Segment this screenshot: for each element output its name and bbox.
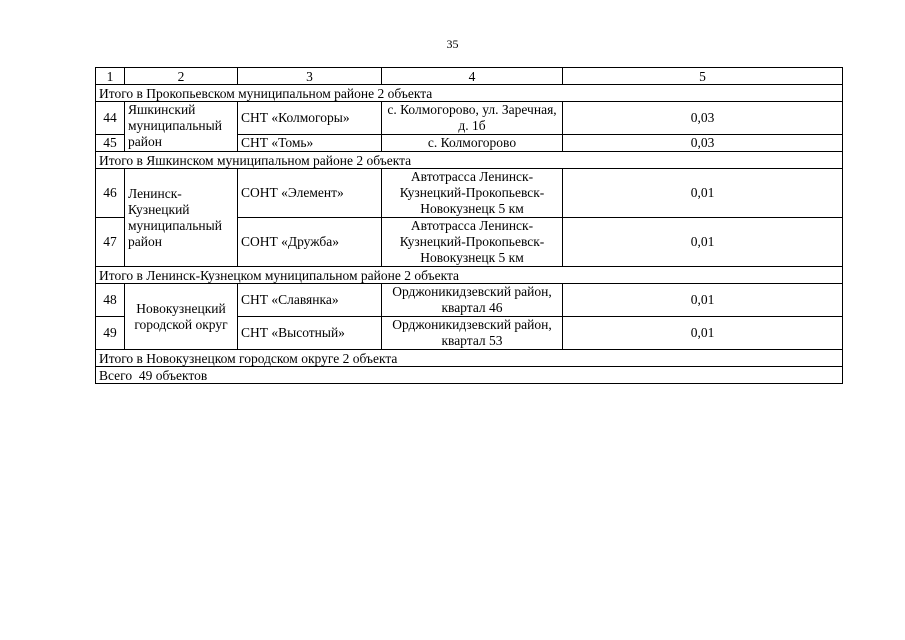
district-cell: Ленинск-Кузнецкий муниципальный район xyxy=(125,169,238,267)
object-name: СНТ «Славянка» xyxy=(238,284,382,317)
summary-row xyxy=(96,85,843,102)
object-value: 0,01 xyxy=(563,169,843,218)
page-number: 35 xyxy=(446,37,459,51)
summary-row xyxy=(96,350,843,367)
object-location: Орджоникидзевский район, квартал 53 xyxy=(382,317,563,350)
object-location: Автотрасса Ленинск-Кузнецкий-Прокопьевск-Новокузнецк 5 км xyxy=(382,218,563,267)
row-number: 47 xyxy=(96,218,125,267)
summary-yashkinsky: Итого в Яшкинском муниципальном районе 2 объекта xyxy=(96,152,843,169)
total-count: Всего 49 объектов xyxy=(96,367,843,384)
object-name: СНТ «Колмогоры» xyxy=(238,102,382,135)
row-number: 45 xyxy=(96,135,125,152)
object-value: 0,01 xyxy=(563,284,843,317)
objects-table xyxy=(95,67,843,384)
object-value: 0,03 xyxy=(563,135,843,152)
object-name: СНТ «Томь» xyxy=(238,135,382,152)
header-cell: 1 xyxy=(96,68,125,85)
table-row xyxy=(96,169,843,218)
object-name: СОНТ «Элемент» xyxy=(238,169,382,218)
header-cell: 3 xyxy=(238,68,382,85)
object-location: с. Колмогорово xyxy=(382,135,563,152)
object-location: Автотрасса Ленинск-Кузнецкий-Прокопьевск-Новокузнецк 5 км xyxy=(382,169,563,218)
object-value: 0,03 xyxy=(563,102,843,135)
table-row xyxy=(96,284,843,317)
district-cell: Новокузнецкий городской округ xyxy=(125,284,238,350)
header-cell: 2 xyxy=(125,68,238,85)
header-cell: 4 xyxy=(382,68,563,85)
object-name: СОНТ «Дружба» xyxy=(238,218,382,267)
object-value: 0,01 xyxy=(563,218,843,267)
object-location: Орджоникидзевский район, квартал 46 xyxy=(382,284,563,317)
row-number: 44 xyxy=(96,102,125,135)
district-cell: Яшкинский муниципальный район xyxy=(125,102,238,152)
summary-row xyxy=(96,267,843,284)
row-number: 49 xyxy=(96,317,125,350)
summary-row xyxy=(96,152,843,169)
object-location: с. Колмогорово, ул. Заречная, д. 1б xyxy=(382,102,563,135)
header-cell: 5 xyxy=(563,68,843,85)
table-row xyxy=(96,102,843,135)
summary-leninsk: Итого в Ленинск-Кузнецком муниципальном районе 2 объекта xyxy=(96,267,843,284)
summary-prokopievsky: Итого в Прокопьевском муниципальном районе 2 объекта xyxy=(96,85,843,102)
total-row xyxy=(96,367,843,384)
table-header-row xyxy=(96,68,843,85)
summary-novokuznetsk: Итого в Новокузнецком городском округе 2 объекта xyxy=(96,350,843,367)
row-number: 46 xyxy=(96,169,125,218)
row-number: 48 xyxy=(96,284,125,317)
object-value: 0,01 xyxy=(563,317,843,350)
object-name: СНТ «Высотный» xyxy=(238,317,382,350)
